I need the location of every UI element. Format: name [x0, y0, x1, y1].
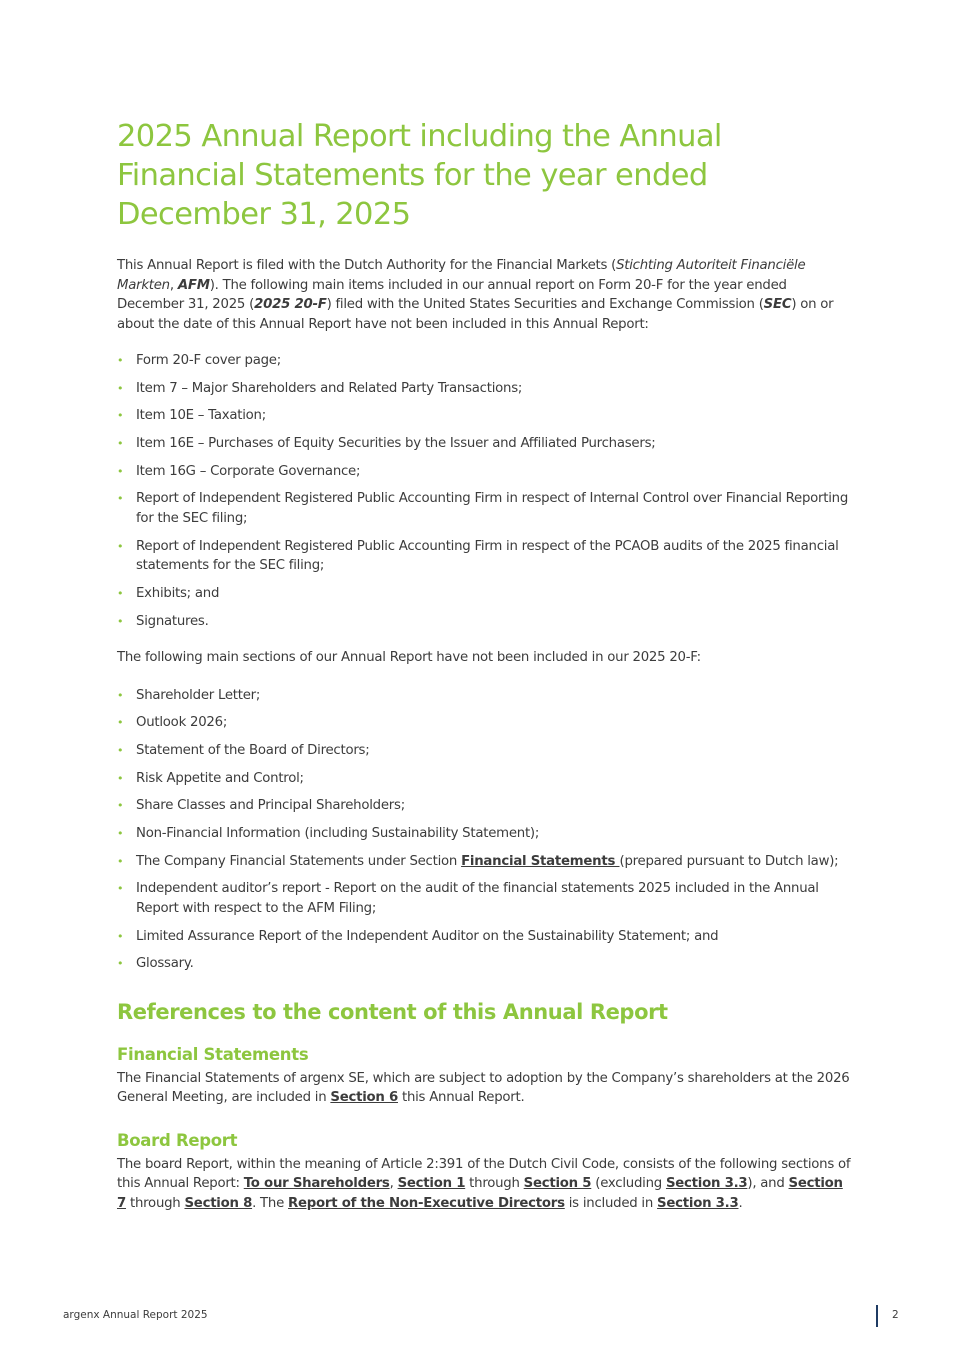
bullet-icon: • — [117, 716, 124, 730]
bullet-icon: • — [117, 354, 124, 367]
list-item: • Statement of the Board of Directors; — [117, 741, 852, 761]
list-item: • Item 10E – Taxation; — [117, 406, 852, 426]
list-item: • The Company Financial Statements under Section Financial Statements (prepared pursuant to Dutch law); — [117, 852, 852, 872]
non-executive-directors-report-link[interactable]: Report of the Non-Executive Directors — [288, 1195, 565, 1211]
bullet-icon: • — [117, 492, 124, 506]
financial-statements-paragraph: The Financial Statements of argenx SE, which are subject to adoption by the Company’s shareholders at the 2026 General Meeting, are included in Section 6 this Annual Report. — [117, 1070, 850, 1106]
list-item: • Item 7 – Major Shareholders and Related Party Transactions; — [117, 379, 852, 399]
bullet-icon: • — [117, 437, 124, 451]
section-1-link[interactable]: Section 1 — [397, 1176, 466, 1192]
bullet-icon: • — [117, 771, 124, 785]
bullet-icon: • — [117, 381, 124, 395]
list-item: • Non-Financial Information (including Sustainability Statement); — [117, 824, 852, 844]
financial-statements-section — [117, 1044, 852, 1108]
bullet-icon: • — [117, 688, 124, 702]
bullet-icon: • — [117, 957, 124, 971]
section-6-link[interactable]: Section 6 — [330, 1090, 398, 1106]
to-our-shareholders-link[interactable]: To our Shareholders — [243, 1176, 390, 1192]
afm-full-name: Stichting Autoriteit Financiële Markten — [117, 258, 806, 293]
bullet-icon: • — [117, 826, 124, 840]
form-20f-abbr: 2025 20-F — [254, 297, 327, 312]
bullet-icon: • — [117, 586, 124, 600]
excluded-sections-list — [117, 686, 852, 974]
list-item: • Exhibits; and — [117, 584, 852, 604]
list-item: • Outlook 2026; — [117, 713, 852, 733]
section-3-3-link[interactable]: Section 3.3 — [657, 1195, 739, 1211]
sections-intro: The following main sections of our Annual Report have not been included in our 2025 20-F: — [117, 650, 701, 665]
page-number: 2 — [892, 1309, 899, 1321]
excluded-items-list — [117, 351, 852, 631]
bullet-icon: • — [117, 799, 124, 813]
board-report-paragraph: The board Report, within the meaning of Article 2:391 of the Dutch Civil Code, consists of the following sections of this Annual Report: To our Shareholders, Section 1 through Section 5 (excluding Section 3.3), and Section 7 through Section 8. The Report of the Non-Executive Directors is included in Section 3.3. — [117, 1156, 851, 1211]
list-item: • Limited Assurance Report of the Independent Auditor on the Sustainability Statement; and — [117, 927, 852, 947]
bullet-icon: • — [117, 854, 124, 868]
section-5-link[interactable]: Section 5 — [523, 1176, 592, 1192]
list-item: • Report of Independent Registered Public Accounting Firm in respect of the PCAOB audits of the 2025 financial statements for the SEC filing; — [117, 538, 839, 574]
section-7-link[interactable]: Section 7 — [117, 1176, 843, 1211]
list-item: • Shareholder Letter; — [117, 686, 852, 706]
financial-statements-link[interactable]: Financial Statements — [461, 853, 620, 869]
bullet-icon: • — [117, 614, 124, 628]
intro-paragraph: This Annual Report is filed with the Dutch Authority for the Financial Markets (Stichting Autoriteit Financiële Markten, AFM). The following main items included in our annual report on Form 20-F for the year ended December 31, 2025 (2025 20-F) filed with the United States Securities and Exchange Commission (SEC) on or about the date of this Annual Report have not been included in this Annual Report: — [117, 258, 834, 332]
references-heading: References to the content of this Annual Report — [117, 999, 668, 1024]
list-item: • Item 16G – Corporate Governance; — [117, 462, 852, 482]
bullet-icon: • — [117, 882, 124, 896]
sec-abbr: SEC — [763, 297, 792, 312]
section-8-link[interactable]: Section 8 — [184, 1195, 253, 1211]
list-item: • Independent auditor’s report - Report on the audit of the financial statements 2025 included in the Annual Report with respect to the AFM Filing; — [117, 881, 819, 916]
board-report-section — [117, 1130, 852, 1214]
list-item: • Item 16E – Purchases of Equity Securities by the Issuer and Affiliated Purchasers; — [117, 434, 852, 454]
list-item: • Share Classes and Principal Shareholders; — [117, 796, 852, 816]
bullet-icon: • — [117, 743, 124, 757]
financial-statements-heading: Financial Statements — [117, 1044, 309, 1064]
bullet-icon: • — [117, 464, 124, 478]
page-content — [117, 117, 852, 1235]
list-item: • Glossary. — [117, 954, 852, 974]
list-item: • Report of Independent Registered Public Accounting Firm in respect of Internal Control over Financial Reporting for the SEC filing; — [117, 491, 849, 526]
list-item: • Risk Appetite and Control; — [117, 769, 852, 789]
bullet-icon: • — [117, 929, 124, 943]
footer-divider — [876, 1305, 878, 1327]
page-title: 2025 Annual Report including the Annual Financial Statements for the year ended December 31, 2025 — [117, 119, 722, 232]
board-report-heading: Board Report — [117, 1130, 238, 1150]
list-item: • Form 20-F cover page; — [117, 351, 852, 371]
afm-abbr: AFM — [177, 277, 210, 293]
footer-report-name: argenx Annual Report 2025 — [63, 1309, 208, 1321]
list-item: • Signatures. — [117, 612, 852, 632]
bullet-icon: • — [117, 539, 124, 553]
bullet-icon: • — [117, 409, 124, 423]
section-3-3-link[interactable]: Section 3.3 — [665, 1176, 748, 1192]
